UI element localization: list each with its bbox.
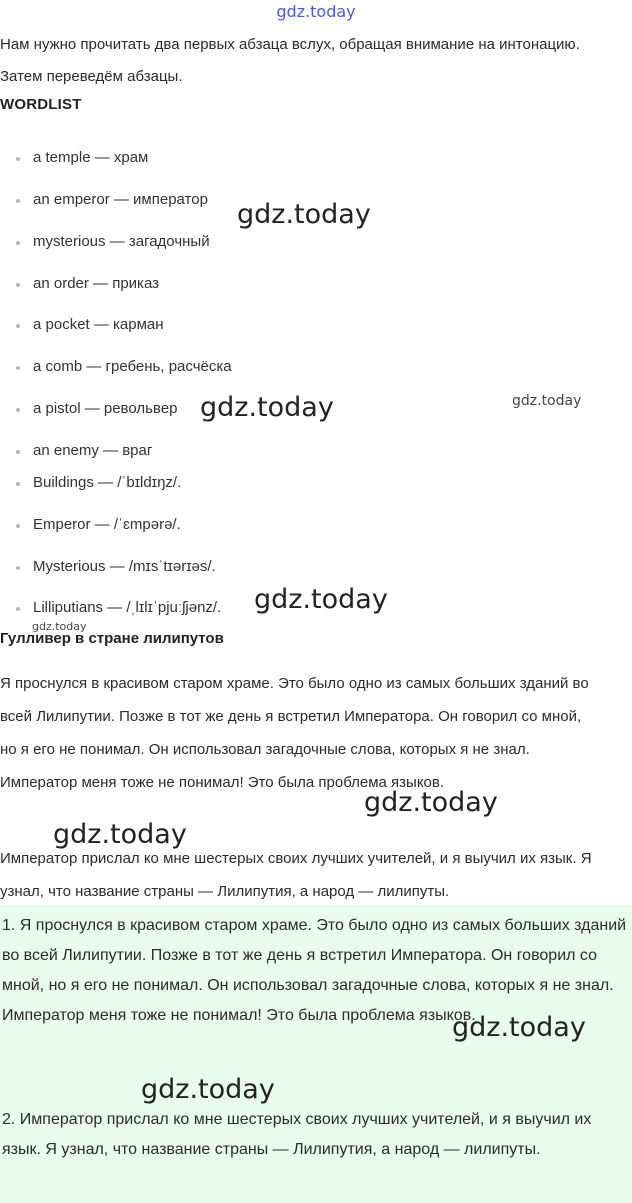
list-item: a pistol — револьвер [33, 400, 178, 417]
list-item: an enemy — враг [33, 442, 153, 459]
intro-text: Нам нужно прочитать два первых абзаца вслух, обращая внимание на интонацию. Затем переведём абзацы. [0, 36, 580, 85]
list-item: Mysterious — /mɪsˈtɪərɪəs/. [33, 558, 216, 575]
list-item: an emperor — император [33, 191, 208, 208]
watermark: gdz.today [200, 392, 334, 423]
list-item: Emperor — /ˈɛmpərə/. [33, 516, 181, 533]
watermark: gdz.today [237, 199, 371, 230]
answer-box [0, 905, 632, 1203]
story-paragraph: Император прислал ко мне шестерых своих лучших учителей, и я выучил их язык. Я узнал, что название страны — Лилипутия, а народ — лилипуты. [0, 850, 592, 900]
list-item: Buildings — /ˈbɪldɪŋz/. [33, 474, 182, 491]
wordlist-title: WORDLIST [0, 96, 82, 113]
story-paragraph: Я проснулся в красивом старом храме. Это было одно из самых больших зданий во всей Лилипутии. Позже в тот же день я встретил Императора. Он говорил со мной, но я его не понимал. Он использовал загадочные слова, которых я не знал. Император меня тоже не понимал! Это была проблема языков. [0, 675, 589, 791]
watermark: gdz.today [32, 620, 87, 633]
list-item: a temple — храм [33, 149, 149, 166]
top-watermark: gdz.today [276, 2, 356, 21]
watermark: gdz.today [512, 393, 582, 409]
list-item: a pocket — карман [33, 316, 164, 333]
watermark: gdz.today [364, 787, 498, 818]
answer-paragraph: 2. Император прислал ко мне шестерых своих лучших учителей, и я выучил их язык. Я узнал, что название страны — Лилипутия, а народ — лилипуты. [2, 1111, 592, 1158]
watermark: gdz.today [254, 584, 388, 615]
list-item: a comb — гребень, расчёска [33, 358, 232, 375]
watermark: gdz.today [141, 1074, 275, 1105]
list-item: Lilliputians — /ˌlɪlɪˈpjuːʃjənz/. [33, 599, 222, 616]
watermark: gdz.today [452, 1012, 586, 1043]
answer-paragraph: 1. Я проснулся в красивом старом храме. Это было одно из самых больших зданий во всей Лилипутии. Позже в тот же день я встретил Императора. Он говорил со мной, но я его не понимал. Он использовал загадочные слова, которых я не знал. Император меня тоже не понимал! Это была проблема языков. [2, 917, 627, 1024]
list-item: an order — приказ [33, 275, 159, 292]
story-title: Гулливер в стране лилипутов [0, 630, 224, 647]
watermark: gdz.today [53, 819, 187, 850]
list-item: mysterious — загадочный [33, 233, 210, 250]
